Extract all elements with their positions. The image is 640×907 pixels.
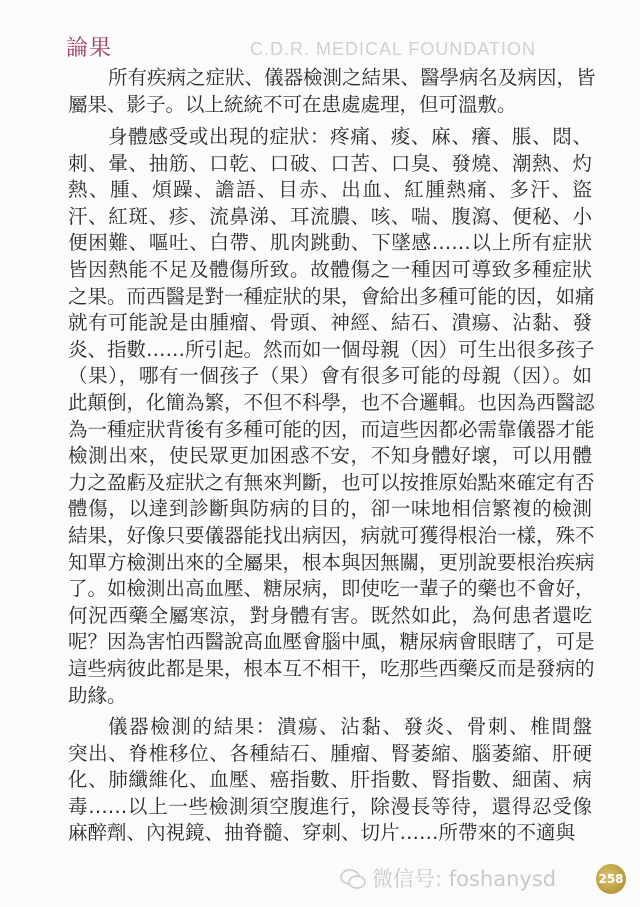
text-line: 了。如檢測出高血壓、糖尿病，即使吃一輩子的藥也不會好， (68, 577, 595, 601)
text-line: 此顛倒，化簡為繁，不但不科學，也不合邏輯。也因為西醫認 (68, 391, 595, 414)
text-line: 知單方檢測出來的全屬果，根本與因無關，更別說要根治疾病 (68, 550, 595, 574)
text-line: 化、肺纖維化、血壓、癌指數、肝指數、腎指數、細菌、病 (68, 768, 592, 792)
footer-wechat-id (340, 866, 556, 892)
text-line: 檢測出來，使民眾更加困惑不安，不知身體好壞，可以用體 (68, 444, 592, 468)
text-line: （果），哪有一個孩子（果）會有很多可能的母親（因）。如 (68, 364, 592, 388)
text-line: 儀器檢測的結果：潰瘍、沾黏、發炎、骨刺、椎間盤 (108, 715, 592, 738)
text-line: 就有可能說是由腫瘤、骨頭、神經、結石、潰瘍、沾黏、發 (68, 311, 592, 335)
text-line: 何況西藥全屬寒涼，對身體有害。既然如此，為何患者還吃 (68, 603, 592, 627)
text-line: 為一種症狀背後有多種可能的因，而這些因都必需靠儀器才能 (68, 417, 595, 441)
text-line: 刺、暈、抽筋、口乾、口破、口苦、口臭、發燒、潮熱、灼 (68, 151, 592, 175)
text-line: 熱、腫、煩躁、譫語、目赤、出血、紅腫熱痛、多汗、盜 (68, 178, 592, 202)
text-line: 力之盈虧及症狀之有無來判斷，也可以按推原始點來確定有否 (68, 470, 595, 494)
text-line: 汗、紅斑、疹、流鼻涕、耳流膿、咳、喘、腹瀉、便秘、小 (68, 204, 592, 228)
text-line: 體傷，以達到診斷與防病的目的，卻一味地相信繁複的檢測 (68, 497, 592, 521)
wechat-icon (340, 868, 366, 890)
text-line: 所有疾病之症狀、儀器檢測之結果、醫學病名及病因，皆 (108, 66, 596, 89)
text-line: 之果。而西醫是對一種症狀的果，會給出多種可能的因，如痛 (68, 284, 595, 308)
text-line: 便困難、嘔吐、白帶、肌肉跳動、下墜感……以上所有症狀 (68, 231, 592, 255)
text-line: 呢？因為害怕西醫說高血壓會腦中風，糖尿病會眼瞎了，可是 (68, 630, 595, 654)
text-line: 麻醉劑、內視鏡、抽脊髓、穿刺、切片……所帶來的不適與 (68, 821, 576, 845)
text-line: 結果，好像只要儀器能找出病因，病就可獲得根治一樣，殊不 (68, 524, 595, 547)
text-line: 身體感受或出現的症狀：疼痛、痠、麻、癢、脹、悶、 (108, 125, 592, 148)
text-line: 這些病彼此都是果，根本互不相干，吃那些西藥反而是發病的 (68, 657, 595, 680)
section-title: 論果 (66, 36, 113, 61)
footer-label: 微信号: foshanysd (372, 867, 557, 891)
text-line: 皆因熱能不足及體傷所致。故體傷之一種因可導致多種症狀 (68, 258, 592, 281)
watermark-text: C.D.R. MEDICAL FOUNDATION (250, 39, 537, 59)
text-line: 毒……以上一些檢測須空腹進行，除漫長等待，還得忍受像 (68, 794, 592, 818)
page-number-badge: 258 (596, 864, 626, 894)
text-line: 屬果、影子。以上統統不可在患處處理，但可溫敷。 (68, 93, 517, 116)
text-line: 助緣。 (68, 683, 127, 707)
text-line: 炎、指數……所引起。然而如一個母親（因）可生出很多孩子 (68, 337, 595, 361)
text-line: 突出、脊椎移位、各種結石、腫瘤、腎萎縮、腦萎縮、肝硬 (68, 741, 592, 765)
